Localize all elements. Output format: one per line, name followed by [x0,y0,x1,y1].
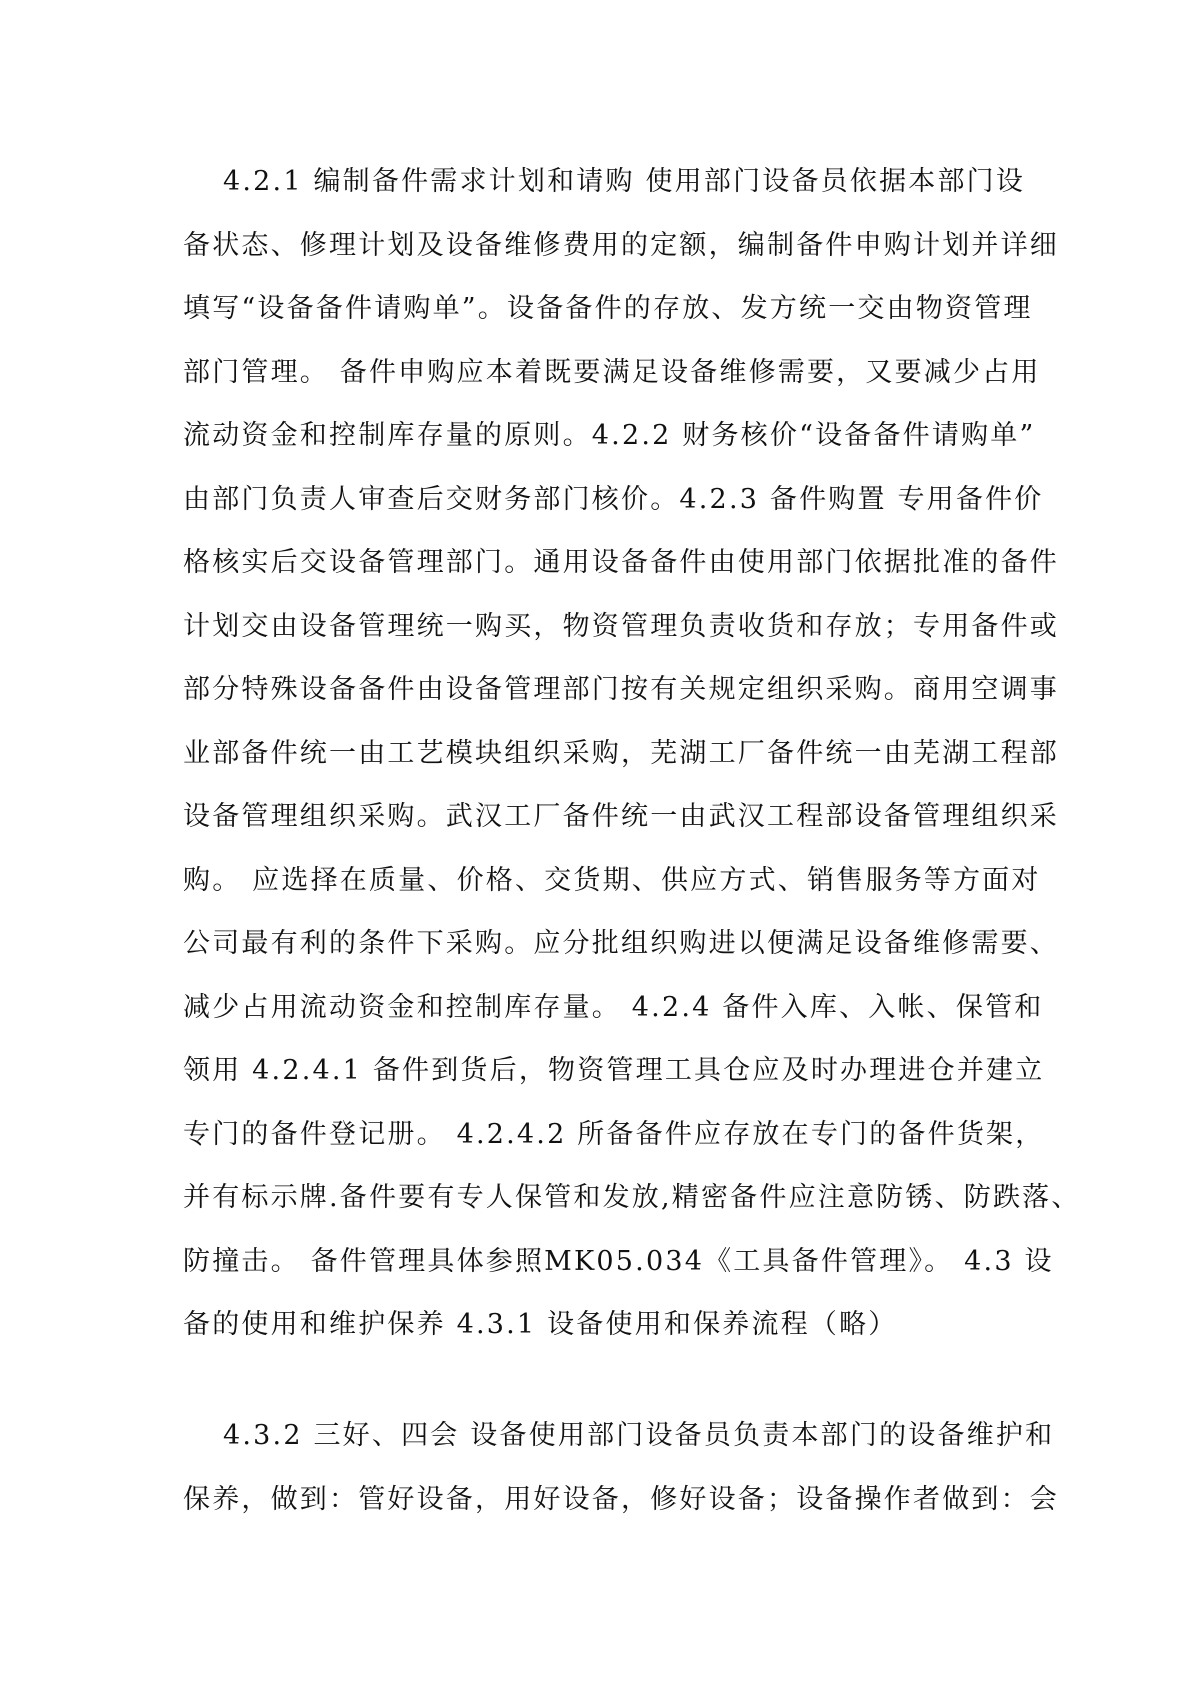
paragraph-three-goods-four-skills [183,1404,1059,1531]
text-line: 公司最有利的条件下采购。应分批组织购进以便满足设备维修需要、 [183,928,1059,959]
text-line: 业部备件统一由工艺模块组织采购，芜湖工厂备件统一由芜湖工程部 [183,737,1059,769]
text-line: 保养，做到：管好设备，用好设备，修好设备；设备操作者做到：会 [183,1483,1059,1515]
text-line: 计划交由设备管理统一购买，物资管理负责收货和存放；专用备件或 [183,610,1059,642]
text-line: 并有标示牌.备件要有专人保管和发放,精密备件应注意防锈、防跌落、 [183,1182,1081,1213]
text-line: 防撞击。 备件管理具体参照MK05.034《工具备件管理》。 4.3 设 [183,1245,1054,1277]
text-line: 设备管理组织采购。武汉工厂备件统一由武汉工程部设备管理组织采 [183,801,1059,832]
text-line: 格核实后交设备管理部门。通用设备备件由使用部门依据批准的备件 [183,547,1059,578]
text-line: 部分特殊设备备件由设备管理部门按有关规定组织采购。商用空调事 [183,674,1059,705]
text-line: 备状态、修理计划及设备维修费用的定额，编制备件申购计划并详细 [183,229,1059,261]
text-line: 4.3.2 三好、四会 设备使用部门设备员负责本部门的设备维护和 [223,1420,1055,1451]
paragraph-spare-parts [183,150,1081,1357]
text-line: 由部门负责人审查后交财务部门核价。4.2.3 备件购置 专用备件价 [183,483,1044,515]
text-line: 专门的备件登记册。 4.2.4.2 所备备件应存放在专门的备件货架， [183,1118,1045,1150]
text-line: 流动资金和控制库存量的原则。4.2.2 财务核价“设备备件请购单” [183,420,1036,451]
text-line: 4.2.1 编制备件需求计划和请购 使用部门设备员依据本部门设 [223,166,1026,197]
text-line: 部门管理。 备件申购应本着既要满足设备维修需要，又要减少占用 [183,356,1041,388]
text-line: 减少占用流动资金和控制库存量。 4.2.4 备件入库、入帐、保管和 [183,991,1044,1023]
text-line: 填写“设备备件请购单”。设备备件的存放、发方统一交由物资管理 [183,293,1033,324]
text-line: 领用 4.2.4.1 备件到货后，物资管理工具仓应及时办理进仓并建立 [183,1055,1045,1086]
text-line: 备的使用和维护保养 4.3.1 设备使用和保养流程（略） [183,1309,898,1340]
text-line: 购。 应选择在质量、价格、交货期、供应方式、销售服务等方面对 [183,864,1041,896]
